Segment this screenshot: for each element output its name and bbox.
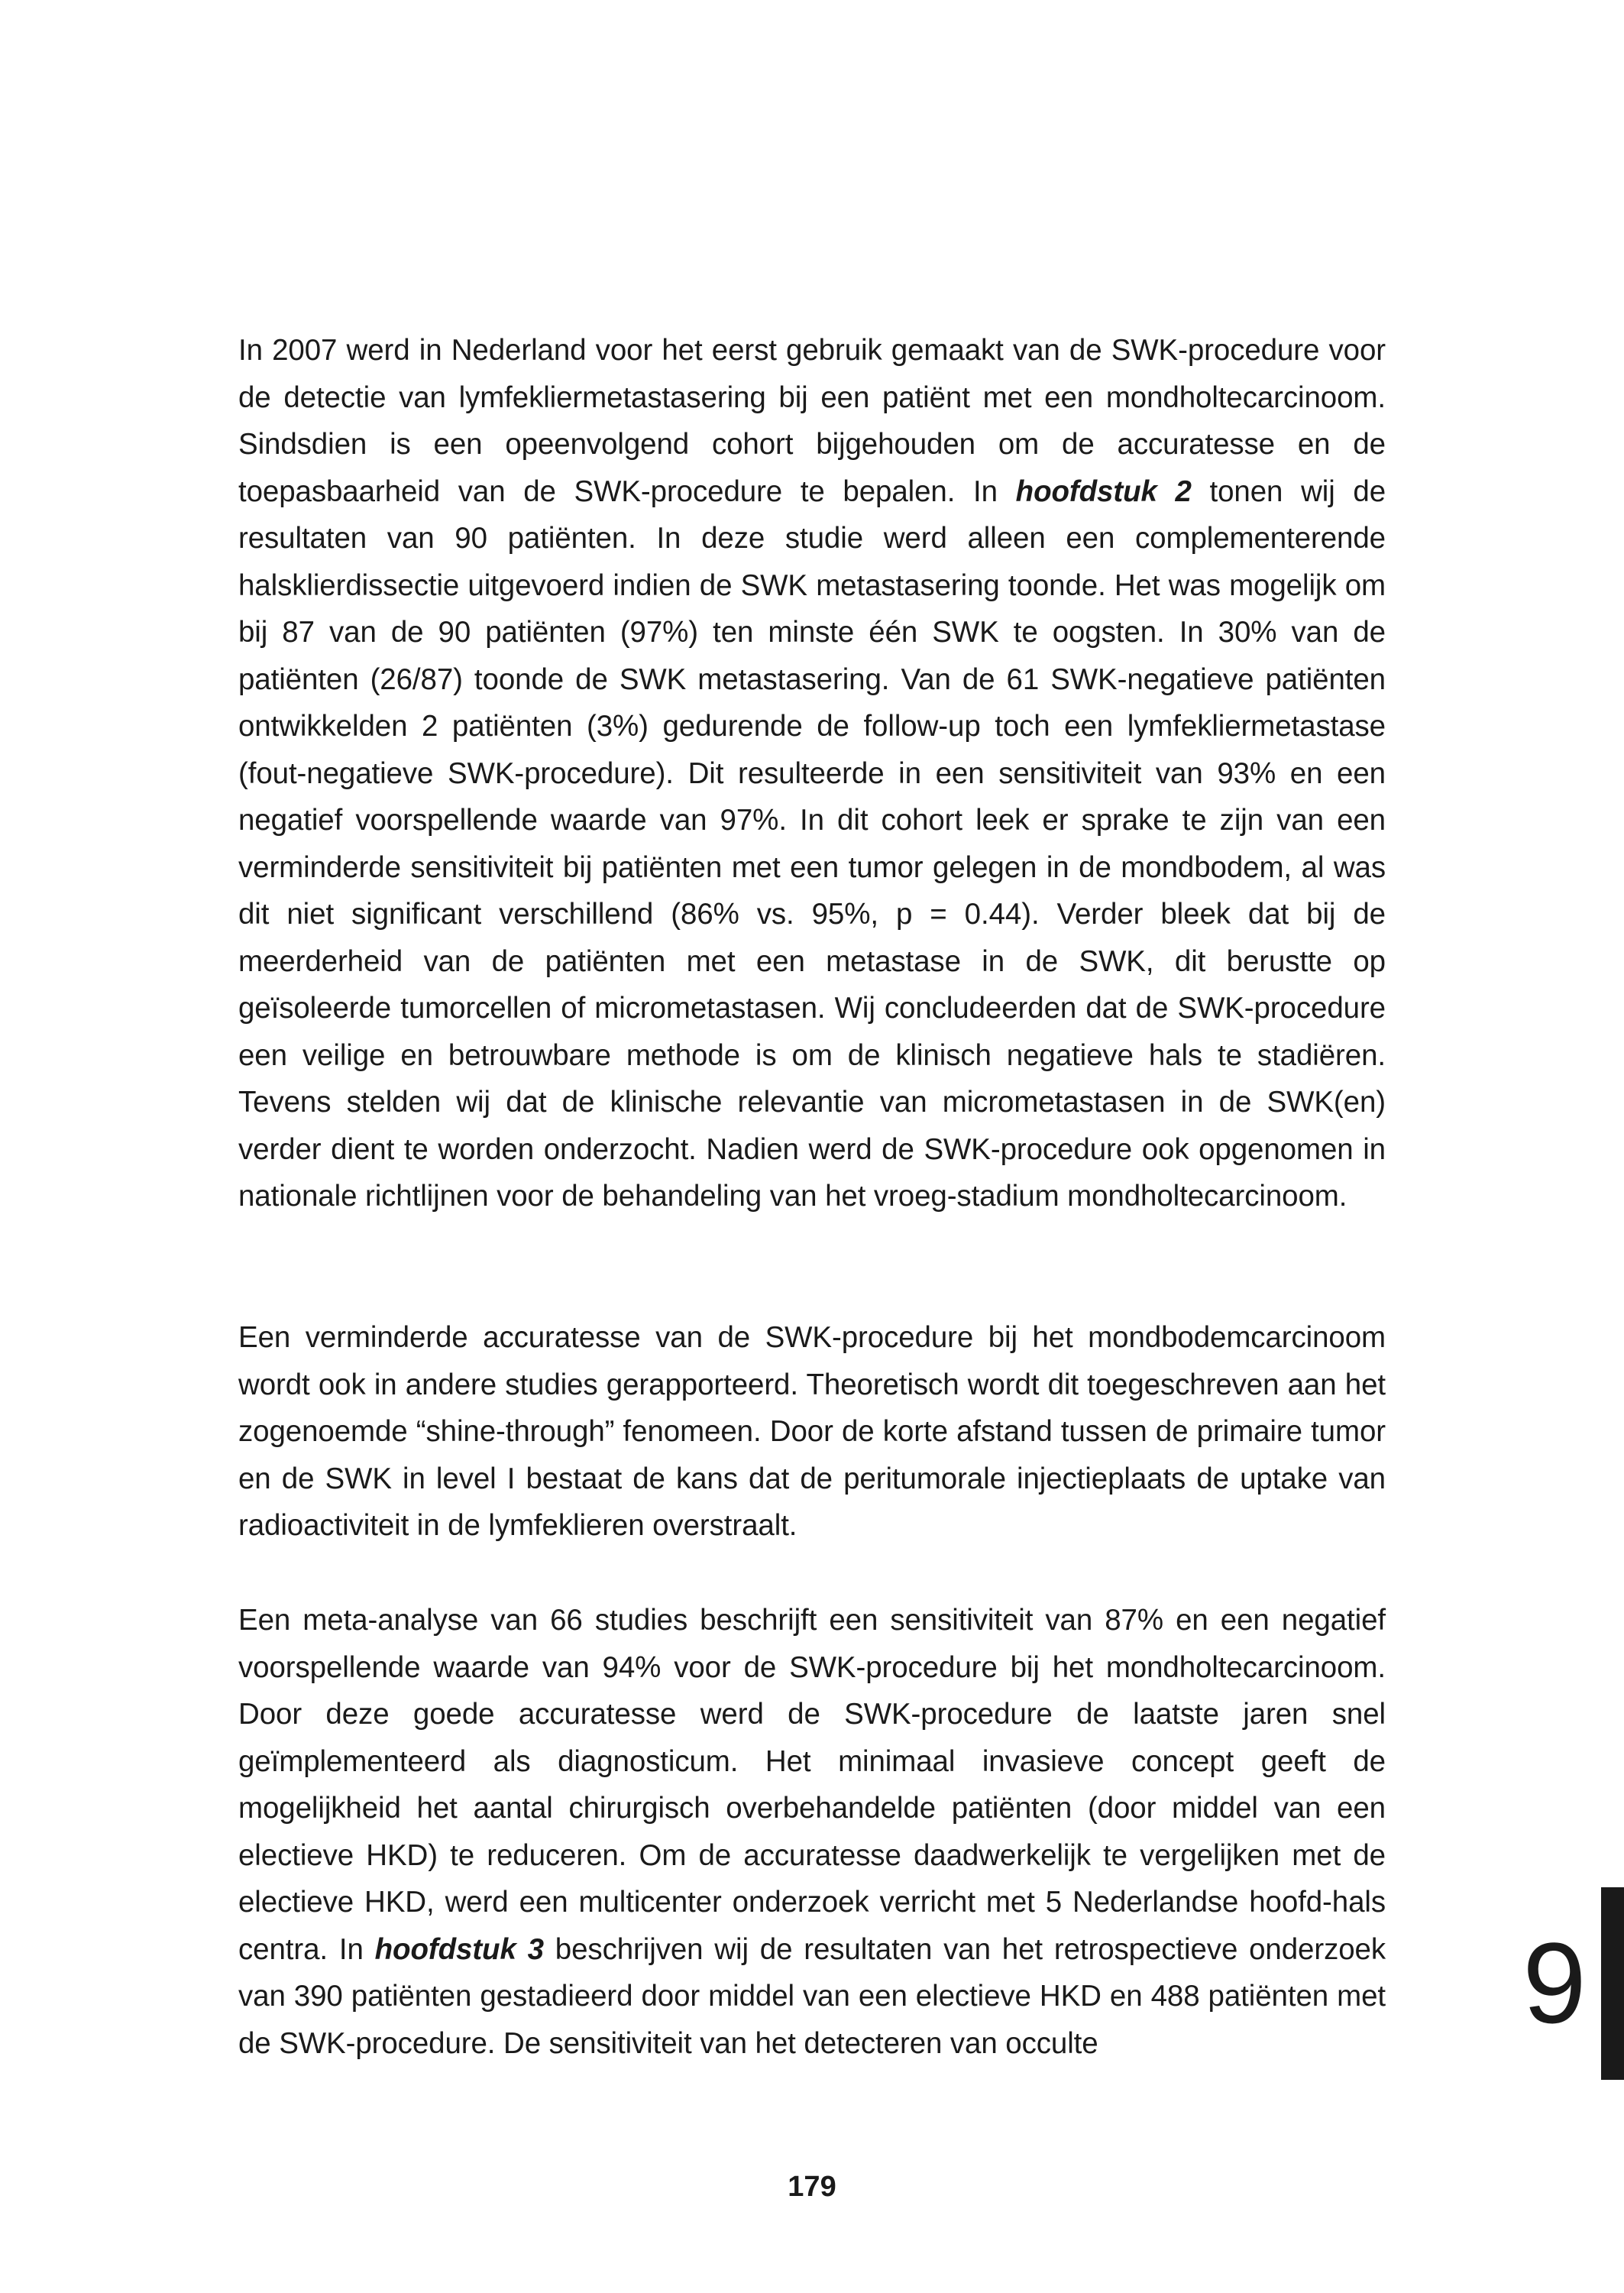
paragraph-3-text-start: Een meta-analyse van 66 studies beschrijft een sensitiviteit van 87% en een negatief voorspellende waarde van 94% voor de SWK-procedure bij het mondholtecarcinoom. Door deze goede accuratesse werd de SWK-procedure de laatste jaren snel geïmplementeerd als diagnosticum. Het minimaal invasieve concept geeft de mogelijkheid het aantal chirurgisch overbehandelde patiënten (door middel van een electieve HKD) te reduceren. Om de accuratesse daadwerkelijk te vergelijken met de electieve HKD, werd een multicenter onderzoek verricht met 5 Nederlandse hoofd-hals centra. In (238, 1604, 1386, 1966)
page-number: 179 (788, 2171, 836, 2203)
chapter-tab-marker (1601, 1887, 1624, 2080)
chapter-reference-3: hoofdstuk 3 (374, 1932, 544, 1966)
chapter-reference-2: hoofdstuk 2 (1015, 474, 1192, 508)
body-paragraph-2 (238, 1314, 1386, 1550)
paragraph-1-text-start: In 2007 werd in Nederland voor het eerst gebruik gemaakt van de SWK-procedure voor de detectie van lymfekliermetastasering bij een patiënt met een mondholtecarcinoom. Sindsdien is een opeenvolgend cohort bijgehouden om de accuratesse en de toepasbaarheid van de SWK-procedure te bepalen. In (238, 334, 1386, 508)
body-paragraph-1 (238, 327, 1386, 1220)
paragraph-1-text-end: tonen wij de resultaten van 90 patiënten. In deze studie werd alleen een complementerende halsklierdissectie uitgevoerd indien de SWK metastasering toonde. Het was mogelijk om bij 87 van de 90 patiënten (97%) ten minste één SWK te oogsten. In 30% van de patiënten (26/87) toonde de SWK metastasering. Van de 61 SWK-negatieve patiënten ontwikkelden 2 patiënten (3%) gedurende de follow-up toch een lymfekliermetastase (fout-negatieve SWK-procedure). Dit resulteerde in een sensitiviteit van 93% en een negatief voorspellende waarde van 97%. In dit cohort leek er sprake te zijn van een verminderde sensitiviteit bij patiënten met een tumor gelegen in de mondbodem, al was dit niet significant verschillend (86% vs. 95%, p = 0.44). Verder bleek dat bij de meerderheid van de patiënten met een metastase in de SWK, dit berustte op geïsoleerde tumorcellen of micrometastasen. Wij concludeerden dat de SWK-procedure een veilige en betrouwbare methode is om de klinisch negatieve hals te stadiëren. Tevens stelden wij dat de klinische relevantie van micrometastasen in de SWK(en) verder dient te worden onderzocht. Nadien werd de SWK-procedure ook opgenomen in nationale richtlijnen voor de behandeling van het vroeg-stadium mondholtecarcinoom. (238, 474, 1386, 1213)
paragraph-2-text: Een verminderde accuratesse van de SWK-procedure bij het mondbodemcarcinoom wordt ook in andere studies gerapporteerd. Theoretisch wordt dit toegeschreven aan het zogenoemde “shine-through” fenomeen. Door de korte afstand tussen de primaire tumor en de SWK in level I bestaat de kans dat de peritumorale injectieplaats de uptake van radioactiviteit in de lymfeklieren overstraalt. (238, 1321, 1386, 1542)
body-paragraph-3 (238, 1597, 1386, 2067)
paragraph-3-text-end: beschrijven wij de resultaten van het retrospectieve onderzoek van 390 patiënten gestadieerd door middel van een electieve HKD en 488 patiënten met de SWK-procedure. De sensitiviteit van het detecteren van occulte (238, 1932, 1386, 2060)
chapter-number: 9 (1522, 1919, 1587, 2047)
